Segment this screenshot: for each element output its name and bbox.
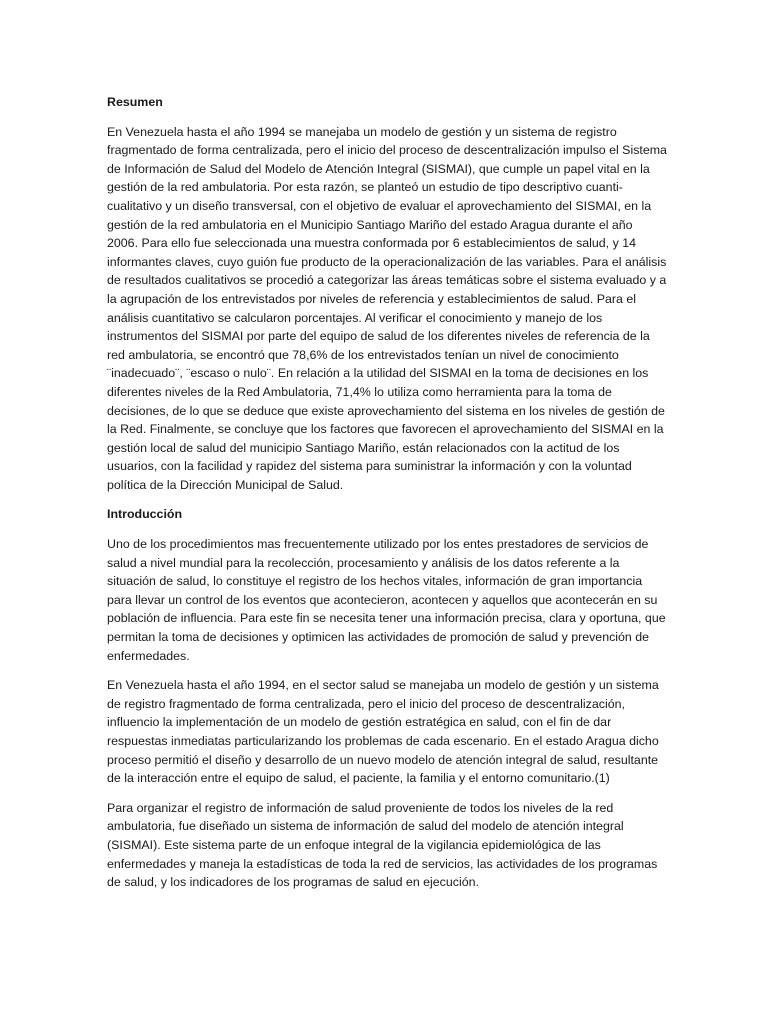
document-body [107,93,667,903]
resumen-paragraph: En Venezuela hasta el año 1994 se manejaba un modelo de gestión y un sistema de registro fragmentado de forma centralizada, pero el inicio del proceso de descentralización impulso el Sistema de Información de Salud del Modelo de Atención Integral (SISMAI), que cumple un papel vital en la gestión de la red ambulatoria. Por esta razón, se planteó un estudio de tipo descriptivo cuanti-cualitativo y un diseño transversal, con el objetivo de evaluar el aprovechamiento del SISMAI, en la gestión de la red ambulatoria en el Municipio Santiago Mariño del estado Aragua durante el año 2006. Para ello fue seleccionada una muestra conformada por 6 establecimientos de salud, y 14 informantes claves, cuyo guión fue producto de la operacionalización de las variables. Para el análisis de resultados cualitativos se procedió a categorizar las áreas temáticas sobre el sistema evaluado y a la agrupación de los entrevistados por niveles de referencia y establecimientos de salud. Para el análisis cuantitativo se calcularon porcentajes. Al verificar el conocimiento y manejo de los instrumentos del SISMAI por parte del equipo de salud de los diferentes niveles de referencia de la red ambulatoria, se encontró que 78,6% de los entrevistados tenían un nivel de conocimiento ¨inadecuado¨, ¨escaso o nulo¨. En relación a la utilidad del SISMAI en la toma de decisiones en los diferentes niveles de la Red Ambulatoria, 71,4% lo utiliza como herramienta para la toma de decisiones, de lo que se deduce que existe aprovechamiento del sistema en los niveles de gestión de la Red. Finalmente, se concluye que los factores que favorecen el aprovechamiento del SISMAI en la gestión local de salud del municipio Santiago Mariño, están relacionados con la actitud de los usuarios, con la facilidad y rapidez del sistema para suministrar la información y con la voluntad política de la Dirección Municipal de Salud. [107,124,667,492]
section-heading-introduccion: Introducción [107,507,183,522]
section-heading-resumen: Resumen [107,95,163,109]
introduccion-paragraph-1: Uno de los procedimientos mas frecuentemente utilizado por los entes prestadores de servicios de salud a nivel mundial para la recolección, procesamiento y análisis de los datos referente a la situación de salud, lo constituye el registro de los hechos vitales, información de gran importancia para llevar un control de los eventos que acontecieron, acontecen y aquellos que acontecerán en su población de influencia. Para este fin se necesita tener una información precisa, clara y oportuna, que permitan la toma de decisiones y optimicen las actividades de promoción de salud y prevención de enfermedades. [107,537,666,663]
introduccion-paragraph-3: Para organizar el registro de información de salud proveniente de todos los niveles de la red ambulatoria, fue diseñado un sistema de información de salud del modelo de atención integral (SISMAI). Este sistema parte de un enfoque integral de la vigilancia epidemiológica de las enfermedades y maneja la estadísticas de toda la red de servicios, las actividades de los programas de salud, y los indicadores de los programas de salud en ejecución. [107,800,658,890]
introduccion-paragraph-2: En Venezuela hasta el año 1994, en el sector salud se manejaba un modelo de gestión y un sistema de registro fragmentado de forma centralizada, pero el inicio del proceso de descentralización, influencio la implementación de un modelo de gestión estratégica en salud, con el fin de dar respuestas inmediatas particularizando los problemas de cada escenario. En el estado Aragua dicho proceso permitió el diseño y desarrollo de un nuevo modelo de atención integral de salud, resultante de la interacción entre el equipo de salud, el paciente, la familia y el entorno comunitario.(1) [107,678,659,786]
